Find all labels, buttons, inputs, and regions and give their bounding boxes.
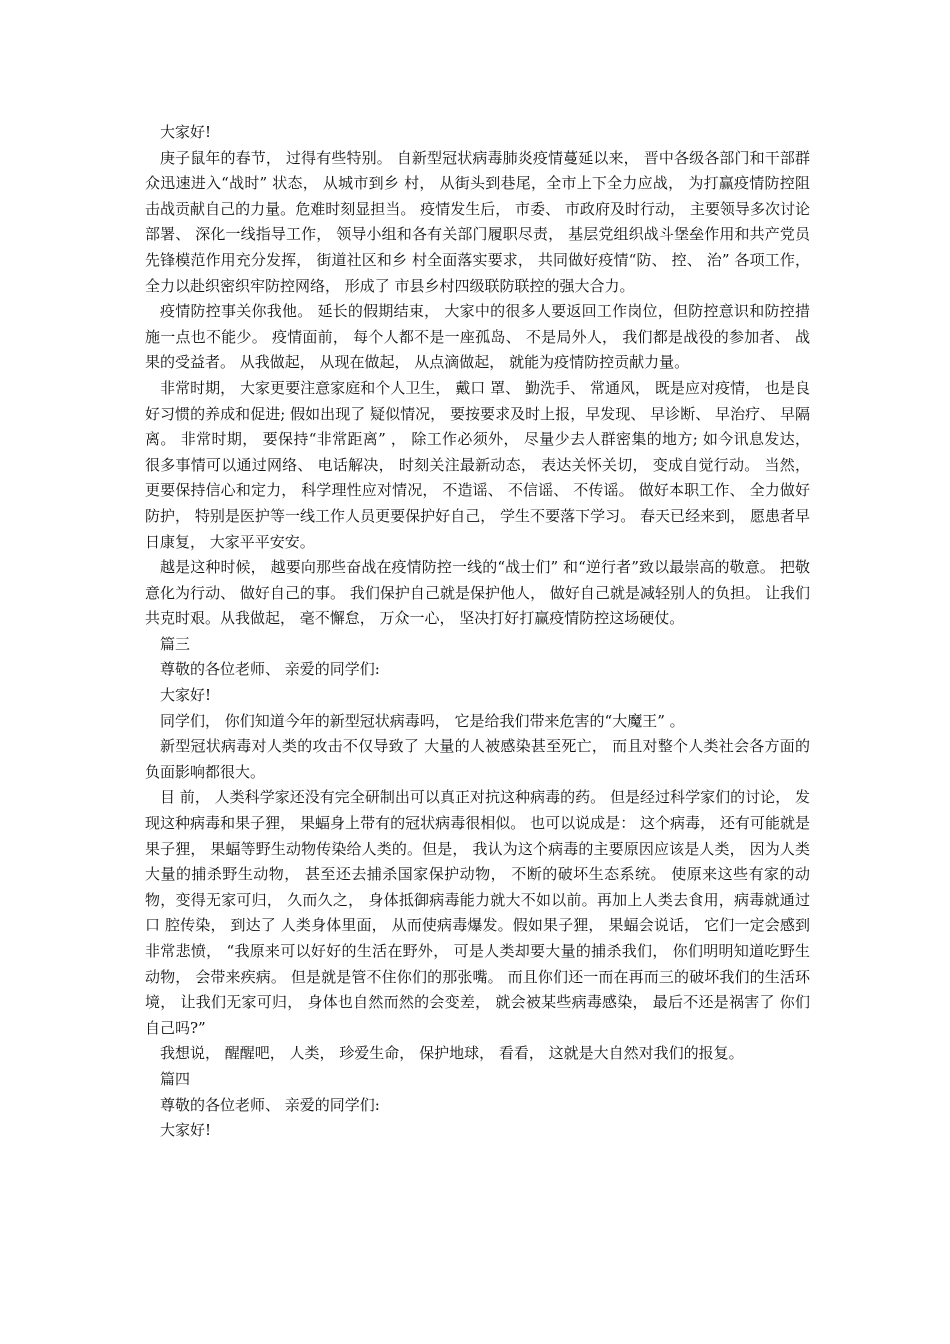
salutation: 尊敬的各位老师、 亲爱的同学们: bbox=[160, 660, 380, 679]
greeting: 大家好! bbox=[160, 123, 212, 141]
paragraph: 目 前， 人类科学家还没有完全研制出可以真正对抗这种病毒的药。 但是经过科学家们的讨论， 发现这种病毒和果子狸， 果蝠身上带有的冠状病毒很相似。 也可以说成是： 这个病毒， 还有可能就是果子狸， 果蝠等野生动物传染给人类的。但是， 我认为这个病毒的主要原因应该是人类， 因为人类大量的捕杀野生动物， 甚至还去捕杀国家保护动物， 不断的破坏生态系统。 使原来这些有家的动物，变得无家可归， 久而久之， 身体抵御病毒能力就大不如以前。再加上人类去食用，病毒就通过口 腔传染， 到达了 人类身体里面， 从而使病毒爆发。假如果子狸， 果蝠会说话， 它们一定会感到非常悲愤， “我原来可以好好的生活在野外， 可是人类却要大量的捕杀我们， 你们明明知道吃野生动物， 会带来疾病。 但是就是管不住你们的那张嘴。 而且你们还一而在再而三的破坏我们的生活环境， 让我们无家可归， 身体也自然而然的会变差， 就会被某些病毒感染， 最后不还是祸害了 你们自己吗?” bbox=[145, 788, 810, 1037]
paragraph: 越是这种时候， 越要向那些奋战在疫情防控一线的“战士们” 和“逆行者”致以最崇高的敬意。 把敬意化为行动、 做好自己的事。 我们保护自己就是保护他人， 做好自己就是减轻别人的负担。 让我们共克时艰。从我做起， 毫不懈怠， 万众一心， 坚决打好打赢疫情防控这场硬仗。 bbox=[145, 558, 810, 628]
section-heading: 篇四 bbox=[160, 1069, 191, 1088]
paragraph: 非常时期， 大家更要注意家庭和个人卫生， 戴口 罩、 勤洗手、 常通风， 既是应对疫情， 也是良好习惯的养成和促进; 假如出现了 疑似情况， 要按要求及时上报，早发现、 早诊断、 早治疗、 早隔离。 非常时期， 要保持“非常距离” ， 除工作必须外， 尽量少去人群密集的地方; 如今讯息发达， 很多事情可以通过网络、 电话解决， 时刻关注最新动态， 表达关怀关切， 变成自觉行动。 当然， 更要保持信心和定力， 科学理性应对情况， 不造谣、 不信谣、 不传谣。 做好本职工作、 全力做好防护， 特别是医护等一线工作人员更要保护好自己， 学生不要落下学习。 春天已经来到， 愿患者早日康复， 大家平平安安。 bbox=[145, 378, 810, 551]
paragraph: 疫情防控事关你我他。 延长的假期结束， 大家中的很多人要返回工作岗位，但防控意识和防控措施一点也不能少。 疫情面前， 每个人都不是一座孤岛、 不是局外人， 我们都是战役的参加者、 战果的受益者。 从我做起， 从现在做起， 从点滴做起， 就能为疫情防控贡献力量。 bbox=[145, 302, 810, 372]
paragraph: 我想说， 醒醒吧， 人类， 珍爱生命， 保护地球， 看看， 这就是大自然对我们的报复。 bbox=[160, 1044, 744, 1063]
greeting: 大家好! bbox=[160, 686, 212, 705]
salutation: 尊敬的各位老师、 亲爱的同学们: bbox=[160, 1095, 380, 1114]
document-page bbox=[145, 120, 810, 1144]
section-heading: 篇三 bbox=[160, 634, 191, 653]
greeting: 大家好! bbox=[160, 1121, 212, 1140]
paragraph: 同学们， 你们知道今年的新型冠状病毒吗， 它是给我们带来危害的“大魔王” 。 bbox=[160, 711, 685, 730]
paragraph: 庚子鼠年的春节， 过得有些特别。 自新型冠状病毒肺炎疫情蔓延以来， 晋中各级各部门和干部群众迅速进入“战时” 状态， 从城市到乡 村， 从街头到巷尾，全市上下全力应战， 为打赢疫情防控阻击战贡献自己的力量。危难时刻显担当。 疫情发生后， 市委、 市政府及时行动， 主要领导多次讨论部署、 深化一线指导工作， 领导小组和各有关部门履职尽责， 基层党组织战斗堡垒作用和共产党员先锋模范作用充分发挥， 街道社区和乡 村全面落实要求， 共同做好疫情“防、 控、 治” 各项工作， 全力以赴织密织牢防控网络， 形成了 市县乡村四级联防联控的强大合力。 bbox=[145, 148, 810, 295]
paragraph: 新型冠状病毒对人类的攻击不仅导致了 大量的人被感染甚至死亡， 而且对整个人类社会各方面的负面影响都很大。 bbox=[145, 737, 810, 781]
